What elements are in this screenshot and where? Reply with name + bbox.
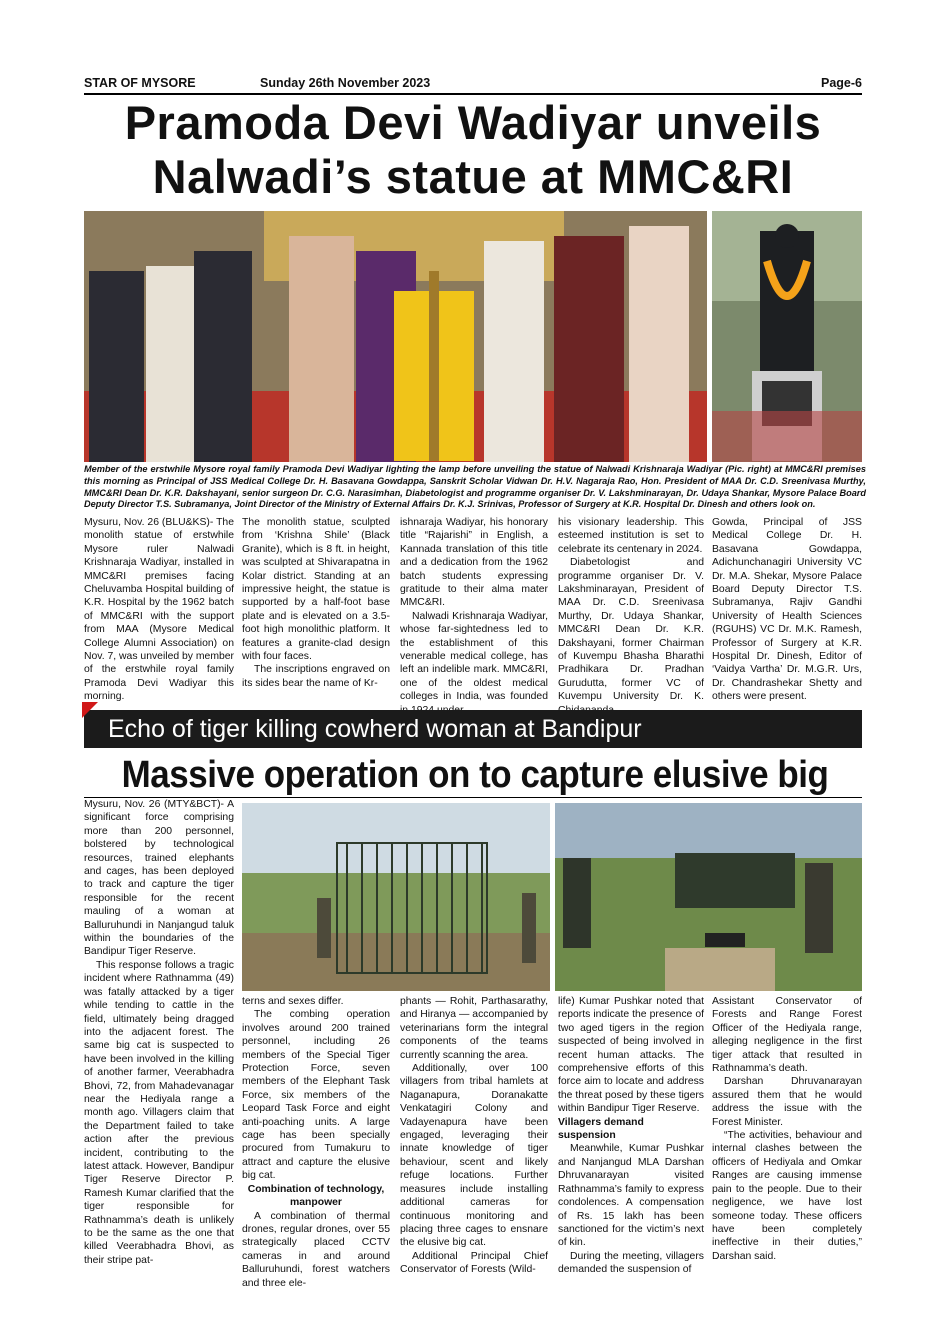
issue-date: Sunday 26th November 2023 [260,76,431,90]
paper-name: STAR OF MYSORE [84,76,196,90]
statue-photo-icon [712,211,862,462]
story2-column-4 [558,995,704,1277]
cage-photo [242,803,550,991]
kicker-banner [84,710,862,748]
paragraph: The monolith statue, sculpted from ‘Krishna Shile’ (Black Granite), which is 8 ft. in height, was sculpted at Shivarapatna in Kolar district. Standing at an impressive height, the statue is supported by a half-foot base plate and is elevated on a 3.5-foot high monolithic platform. It features a granite-clad design with four faces. [242,517,390,663]
kicker-text: Echo of tiger killing cowherd woman at Bandipur [108,715,642,743]
paragraph: Additional Principal Chief Conservator of Forests (Wild- [400,1250,548,1276]
paragraph: Gowda, Principal of JSS Medical College Dr. H. Basavana Gowdappa, Adichunchanagiri University VC Dr. M.A. Shekar, Mysore Palace Board Deputy Director T.S. Subramanya, Rajiv Gandhi University of Health Sciences (RGUHS) VC Dr. M.K. Ramesh, Professor of Surgery at K.R. Hospital Dr. Dinesh, Editor of ‘Vaidya Vartha’ Dr. M.G.R. Urs, Dr. Chandrashekar Shetty and others were present. [712,517,862,703]
paragraph: Additionally, over 100 villagers from tribal hamlets at Naganapura, Doranakatte Venkatagiri Colony and Vadayenapura have been engaged, leveraging their innate knowledge of tiger behaviour, scent and likely refuge locations. Further measures include installing additional cameras for continuous monitoring and placing three cages to ensnare the elusive big cat. [400,1063,548,1249]
lamp-photo-icon [84,211,707,462]
drone-photo [555,803,862,991]
story1-column-4 [558,516,704,717]
subheading: Combination of technology, manpower [247,1183,385,1209]
paragraph: This response follows a tragic incident where Rathnamma (49) was fatally attacked by a tiger while tending to cattle in the field, ultimately being dragged into the adjacent forest. The same big cat is suspected to have been involved in the killing of another farmer, Veerabhadra Bhovi, 72, from Mahadevanagar near the Hediyala range a month ago. Villagers claim that the Department failed to take action after the previous incident, contributing to the latest attack. However, Bandipur Tiger Reserve Director P. Ramesh Kumar clarified that the tiger responsible for Rathnamma’s death is unlikely to be the same as the one that killed Veerabhadra Bhovi, as their stripe pat- [84,959,234,1266]
lamp-lighting-photo [84,211,707,462]
paragraph: Nalwadi Krishnaraja Wadiyar, whose far-sightedness led to the establishment of this venerable medical college, has left an indelible mark. MMC&RI, one of the oldest medical colleges in India, was founded [400,610,548,703]
story2-column-3 [400,995,548,1277]
paragraph: Assistant Conservator of Forests and Range Forest Officer of the Hediyala range, alleging negligence in the first tiger attack that resulted in Rathnamma’s death. [712,996,862,1075]
page-number: Page-6 [821,76,862,90]
subheading: Villagers demand suspension [558,1116,644,1142]
paragraph: Meanwhile, Kumar Pushkar and Nanjangud MLA Darshan Dhruvanarayan visited Rathnamma’s family to express condolences. A compensation of Rs. 15 lakh has been sanctioned for the victim’s next of kin. [558,1143,704,1249]
paragraph: The inscriptions engraved on its sides bear the name of Kr- [242,664,390,689]
story1-column-5 [712,516,862,704]
paragraph: Mysuru, Nov. 26 (MTY&BCT)- A significant force comprising more than 200 personnel, bolstered by technological resources, trained elephants and cages, has been deployed to track and capture the tiger responsible for the recent mauling of a woman at Balluruhundi in Nanjangud taluk within the boundaries of the Bandipur Tiger Reserve. [84,799,234,958]
photo-caption: Member of the erstwhile Mysore royal family Pramoda Devi Wadiyar lighting the lamp before unveiling the statue of Nalwadi Krishnaraja Wadiyar (Pic. right) at MMC&RI premises this morning as Principal of JSS Medical College Dr. H. Basavana Gowdappa, Sanskrit Scholar Vidwan Dr. H.V. Nagaraja Rao, Hon. President of MAA Dr. C.D. Sreenivasa Murthy, MMC&RI Dean Dr. K.R. Dakshayani, senior surgeon Dr. C.G. Narasimhan, Diabetologist and programme organiser Dr. V. Lakshminarayan, Dr. Udaya Shankar, Mysore Palace Board Deputy Director T.S. Subramanya, Joint Director of the Ministry of External Affairs Dr. K.J. Srinivas, Professor of Surgery at K.R. Hospital Dr. Dinesh and others look on. [84,464,866,510]
story1-column-3 [400,516,548,717]
paragraph: During the meeting, villagers demanded the suspension of [558,1250,704,1276]
statue-photo [712,211,862,462]
paragraph: Darshan Dhruvanarayan assured them that he would address the issue with the Forest Minister. [712,1076,862,1128]
paragraph: A combination of thermal drones, regular drones, over 55 strategically placed CCTV cameras in and around Balluruhundi, forest watchers and three ele- [242,1210,390,1289]
paragraph: Mysuru, Nov. 26 (BLU&KS)- The monolith statue of erstwhile Mysore ruler Nalwadi Krishnaraja Wadiyar, installed in MMC&RI premises facing Cheluvamba Hospital building of K.R. Hospital by the 1962 batch of MMC&RI with the support from MAA (Mysore Medical College Alumni Association) on Nov. 7, was unveiled by member of the erstwhile royal family Pramoda Devi Wadiyar this morning. [84,517,234,703]
paragraph: terns and sexes differ. [242,996,344,1007]
story2-column-5 [712,995,862,1263]
headline-line-1: Pramoda Devi Wadiyar unveils [124,96,822,149]
header-rule [84,93,862,95]
headline-line-2: Nalwadi’s statue at MMC&RI [152,150,794,203]
paragraph: life) Kumar Pushkar noted that reports indicate the presence of two aged tigers in the region suspected of being involved in recent human attacks. The comprehensive efforts of this force aim to locate and address the threat posed by these tigers within Bandipur Tiger Reserve. [558,996,704,1115]
drone-photo-icon [555,803,862,991]
story1-headline [76,96,870,204]
story2-column-2 [242,995,390,1290]
cage-photo-icon [242,803,550,991]
running-head [84,76,862,92]
paragraph: The combing operation involves around 200 trained personnel, including 26 members of the Special Tiger Protection Force, seven members of the Elephant Task Force, six members of the Leopard Task Force and eight anti-poaching units. A large cage has been specially procured from Tumakuru to attract and capture the elusive big cat. [242,1009,390,1182]
paragraph: phants — Rohit, Parthasarathy, and Hiranya — accompanied by veterinarians form the integral components of the teams currently scanning the area. [400,996,548,1061]
red-corner-icon [82,702,98,718]
story1-column-2 [242,516,390,690]
story2-column-1 [84,798,234,1267]
paragraph: Diabetologist and programme organiser Dr. V. Lakshminarayan, President of MAA Dr. C.D. Sreenivasa Murthy, Dr. Udaya Shankar, MMC&RI Dean Dr. K.R. Dakshayani, former Chairman of Kuvempu Bhasha Bharathi Pradhikara Dr. Pradhan Gurudutta, former VC of Kuvempu University Dr. K. [558,557,704,703]
paragraph: ishnaraja Wadiyar, his honorary title “Rajarishi” in English, a Kannada translation of this title and a dedication from the 1962 batch students expressing gratitude to their alma mater MMC&RI. [400,517,548,609]
story1-column-1 [84,516,234,704]
paragraph: his visionary leadership. This esteemed institution is set to celebrate its centenary in 2024. [558,517,704,555]
paragraph: “The activities, behaviour and internal clashes between the officers of Hediyala and Omkar Ranges are causing immense pain to the people. Due to their negligence, we have lost someone today. These officers have been completely ineffective in their duties,” Darshan said. [712,1130,862,1262]
story2-headline: Massive operation on to capture elusive big [121,754,829,796]
